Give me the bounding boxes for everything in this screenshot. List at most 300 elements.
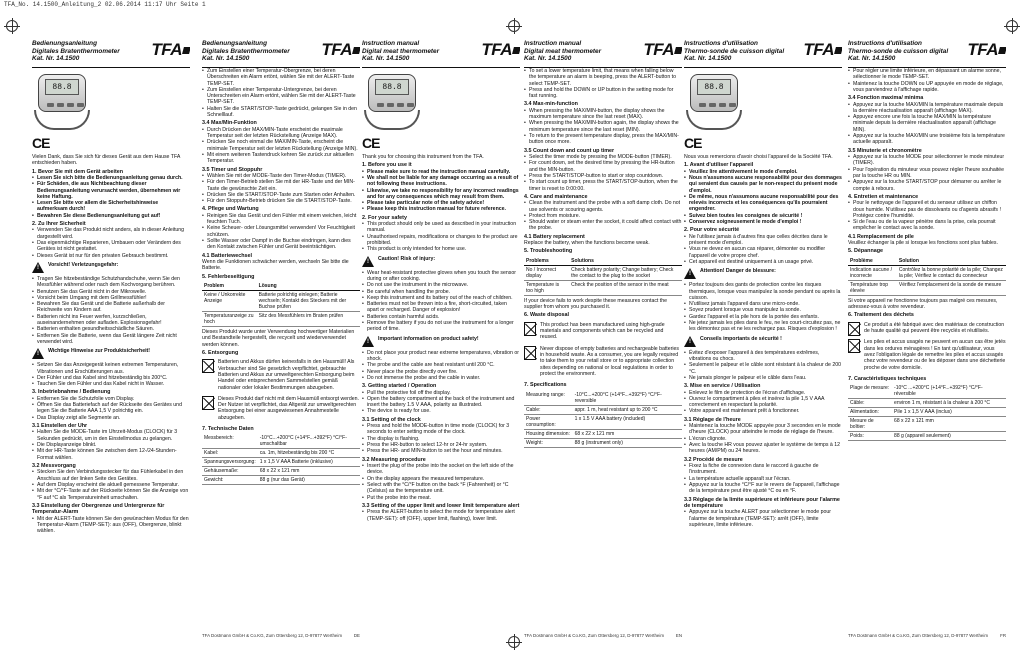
section-heading: 3.2 Procédé de mesure: [684, 456, 743, 463]
thermometer-display: 88.8: [697, 79, 731, 95]
bullet-item: • Appuyez encore une fois la touche MAX/MIN la température minimale depuis la dernière réactualisation apparaît (affichage MIN).: [848, 114, 1006, 133]
bullet-item: • Appuyez sur la touche °C/°F sur le revers de l'appareil, l'affichage de la température peut être ajusté °C ou en °F.: [684, 482, 842, 495]
warning-box: [32, 262, 190, 273]
thermometer-body: [38, 74, 86, 112]
bullet-item: • Fixez la fiche de connexion dans le raccord à gauche de l'instrument.: [684, 463, 842, 476]
bullet-item: • The display is flashing.: [362, 436, 520, 442]
table-row: [848, 280, 1006, 295]
spec-row: [202, 434, 360, 449]
table-cell: Vérifiez l'emplacement de la sonde de mesure: [897, 280, 1006, 295]
section-heading: 3.5 Count down and count up timer: [524, 147, 615, 154]
column-header: [32, 40, 190, 68]
bullet-item: • Appuyez sur la touche START/STOP pour démarrer ou arrêter le compte à rebours.: [848, 179, 1006, 192]
thermometer-button: [397, 103, 404, 107]
disposal-text: Les piles et accus usagés ne peuvent en aucun cas être jetés dans les ordures ménagères ! En tant qu'utilisateur, vous avez l'obligation légale de remettre les piles et accus usagés chez votre revendeur ou de les déposer dans une déchetterie proche de votre domicile.: [864, 339, 1006, 371]
bullet-item: • The device is ready for use.: [362, 408, 520, 414]
bullet-item: • Avec la touche HR vous pouvez ajuster le système de temps à 12 heures (AM/PM) ou 24 heures.: [684, 442, 842, 455]
bullet-item: • Ne l'utilisez jamais à d'autres fins que celles décrites dans le présent mode d'emploi.: [684, 234, 842, 247]
section-heading: 4. Care and maintenance: [524, 193, 588, 200]
bullet-item: • Vous ne devez en aucun cas réparer, démonter ou modifier l'appareil de votre propre chef.: [684, 246, 842, 259]
bullet-item: • Batteries must not be thrown into a fire, short-circuited, taken apart or recharged. Danger of explosion!: [362, 301, 520, 314]
page-marker: FR: [1000, 632, 1006, 638]
table-header-cell: Problem: [202, 282, 257, 291]
spec-cell: Câble:: [848, 399, 892, 408]
spec-cell: environ 1 m, résistant à la chaleur à 200 °C: [892, 399, 1006, 408]
table-cell: Keine / Unkorrekte Anzeige: [202, 291, 257, 312]
warning-box: [362, 336, 520, 347]
bullet-item: • Mit der °C/°F-Taste auf der Rückseite können Sie die Anzeige von °F auf °C als Temperatureinheit umschalten.: [32, 488, 190, 501]
page-marker: EN: [675, 632, 682, 638]
thermometer-button: [67, 103, 74, 107]
section-heading: 3.3 Setting of the upper limit and lower limit temperature alert: [362, 502, 520, 509]
intro-text: Vielen Dank, dass Sie sich für dieses Gerät aus dem Hause TFA entschieden haben.: [32, 154, 181, 167]
warning-icon: !: [684, 268, 696, 279]
logo-mark: [998, 47, 1006, 54]
tfa-logo: [798, 40, 842, 60]
spec-row: [848, 384, 1006, 399]
thermometer-display: 88.8: [375, 79, 409, 95]
spec-cell: Gehäusemaße:: [202, 467, 258, 476]
bullet-item: • Tragen Sie hitzebeständige Schutzhandschuhe, wenn Sie den Messfühler während oder nach dem Kochvorgang berühren.: [32, 276, 190, 289]
manual-column: [32, 40, 190, 638]
bullet-item: • Appuyez sur la touche MODE pour sélectionner le mode minuteur (TIMER).: [848, 154, 1006, 167]
spec-row: [848, 432, 1006, 441]
title-line: Bedienungsanleitung: [32, 40, 97, 47]
bullet-item: • Der Fühler und das Kabel sind hitzebeständig bis 200°C.: [32, 375, 190, 381]
bullet-item: • To set a lower temperature limit, that means when falling below the temperature an alarm is beeping, press the ALERT-button to select TEMP-SET.: [524, 68, 682, 87]
bullet-item: • Gardez l'appareil et la pile hors de la portée des enfants.: [684, 314, 842, 320]
bullet-item: • This product should only be used as described in your instruction manual.: [362, 221, 520, 234]
bullet-item: • Put the probe into the meat.: [362, 495, 520, 501]
title-line: Kat. Nr. 14.1500: [684, 55, 732, 63]
bullet-item: • Appuyez sur la touche ALERT pour sélectionner le mode pour l'alarme de température (TEMP-SET): arrêt (OFF), limite supérieure, limite inférieure.: [684, 509, 842, 528]
section-heading: 3.4 Fonction maxima/ minima: [848, 95, 924, 102]
logo-mark: [674, 47, 682, 54]
bullet-item: • Press the HR-button to select 12-hr or 24-hr system.: [362, 442, 520, 448]
bullet-item: • Nous n'assumons aucune responsabilité pour des dommages qui seraient dus causés par le non-respect du présent mode d'emploi.: [684, 175, 842, 194]
section-heading: 4.1 Battery replacement: [524, 233, 585, 240]
bullet-item: • Évitez d'exposer l'appareil à des températures extrêmes, vibrations ou chocs.: [684, 350, 842, 363]
section-heading: 2. For your safety: [362, 214, 407, 221]
table-header-cell: Solutions: [569, 257, 682, 266]
warning-box: [684, 268, 842, 279]
title-line: Instructions d'utilisation: [684, 40, 758, 47]
bullet-item: • Dieses Gerät ist nur für den privaten Gebrauch bestimmt.: [32, 253, 190, 259]
column-footer: [202, 633, 360, 638]
spec-row: [202, 467, 360, 476]
bullet-item: • Votre appareil est maintenant prêt à fonctionner.: [684, 408, 842, 414]
thermometer-image: [684, 72, 746, 132]
bullet-item: • Likewise, we take no responsibility for any incorrect readings and for any consequences which may result from them.: [362, 188, 520, 201]
bullet-item: • Die Displayanzeige blinkt.: [32, 442, 190, 448]
table-row: [524, 280, 682, 295]
section-heading: 5. Dépannage: [848, 248, 884, 255]
bullet-item: • This product is only intended for home use.: [362, 246, 520, 252]
tfa-logo: [476, 40, 520, 60]
bullet-item: • Do not immerse the probe and the cable in water.: [362, 375, 520, 381]
spec-cell: Alimentation:: [848, 408, 892, 417]
bullet-item: • La température actuelle apparaît sur l'écran.: [684, 476, 842, 482]
bullet-item: • Sollte Wasser oder Dampf in die Buchse eindringen, kann dies den Kontakt zwischen Fühler und Gerät beeinträchtigen.: [202, 238, 360, 251]
section-heading: 3.1 Einstellen der Uhr: [32, 423, 88, 430]
title-line: Kat. Nr. 14.1500: [848, 55, 896, 63]
thermometer-body: [690, 74, 738, 112]
warning-text: Attention! Danger de blessure:: [700, 268, 776, 275]
bullet-item: • Suivez bien toutes les consignes de sécurité !: [684, 213, 842, 219]
bullet-item: • Batterien nicht ins Feuer werfen, kurzschließen, auseinandernehmen oder aufladen. Explosionsgefahr!: [32, 314, 190, 327]
spec-cell: Plage de mesure:: [848, 384, 892, 399]
section-heading: 7. Specifications: [524, 382, 567, 389]
bullet-item: • Zum Einstellen einer Temperatur-Obergrenze, bei deren Überschreiten ein Alarm ertönt, wählen Sie mit der ALERT-Taste TEMP-SET.: [202, 68, 360, 87]
spec-row: [202, 449, 360, 458]
logo-mark: [352, 47, 360, 54]
bullet-item: • Portez toujours des gants de protection contre les risques thermiques, lorsque vous manipulez la sonde pendant ou après la cuisson.: [684, 282, 842, 301]
bullet-item: • Should water or steam enter the socket, it could affect contact with the probe.: [524, 219, 682, 232]
spec-cell: Pile 1 x 1,5 V AAA (inclus): [892, 408, 1006, 417]
bullet-item: • Für den Stoppuhr-Betrieb drücken Sie die START/STOP-Taste.: [202, 198, 360, 204]
bullet-item: • Select the timer mode by pressing the MODE-button (TIMER).: [524, 154, 682, 160]
troubleshooting-table: [524, 257, 682, 296]
table-cell: Température trop élevée: [848, 280, 897, 295]
section-heading: 3.2 Measuring procedure: [362, 456, 426, 463]
spec-cell: 68 x 22 x 121 mm: [573, 429, 682, 438]
title-line: Digitales Bratenthermometer: [202, 47, 290, 55]
warning-box: [362, 256, 520, 267]
product-image: [684, 72, 842, 132]
bullet-item: • Maintenez la touche DOWN ou UP appuyée en mode de réglage, vous parviendrez à l'affichage rapide.: [848, 81, 1006, 94]
bullet-item: • Cet appareil est destiné uniquement à un usage privé.: [684, 259, 842, 265]
section-heading: 3.5 Timer und Stoppuhr: [202, 166, 263, 173]
disposal-note: [524, 322, 682, 343]
probe-cable: [686, 110, 742, 130]
bullet-item: • Verwenden Sie das Produkt nicht anders, als in dieser Anleitung dargestellt wird.: [32, 227, 190, 240]
table-row: [202, 291, 360, 312]
section-heading: 1. Bevor Sie mit dem Gerät arbeiten: [32, 168, 124, 175]
bullet-item: • Remove the battery if you do not use the instrument for a longer period of time.: [362, 320, 520, 333]
bullet-item: • Unauthorised repairs, modifications or changes to the product are prohibited.: [362, 234, 520, 247]
bullet-item: • Reinigen Sie das Gerät und den Fühler mit einem weichen, leicht feuchten Tuch.: [202, 213, 360, 226]
warning-text: Important information on product safety!: [378, 335, 479, 342]
product-image: [362, 72, 520, 132]
print-header: TFA_No. 14.1500_Anleitung_2 02.06.2014 11:17 Uhr Seite 1: [4, 1, 206, 8]
bullet-item: • Press the HR- and MIN-button to set the hour and minutes.: [362, 448, 520, 454]
warning-icon: !: [32, 262, 44, 273]
thermometer-button: [47, 103, 54, 107]
disposal-note: [202, 359, 360, 392]
column-footer: [524, 633, 682, 638]
section-heading: 7. Technische Daten: [202, 426, 254, 433]
spec-cell: Cable:: [524, 405, 573, 414]
bullet-item: • Pour l'opération du minuteur vous pouvez régler l'heure souhaitée par la touche HR ou MIN.: [848, 167, 1006, 180]
bullet-item: • Entfernen Sie die Batterie, wenn das Gerät längere Zeit nicht verwendet wird.: [32, 333, 190, 346]
warning-box: [32, 348, 190, 359]
logo-text: TFA: [321, 40, 352, 59]
troubleshooting-table: [202, 282, 360, 327]
spec-cell: Poids:: [848, 432, 892, 441]
spec-cell: Housing dimension:: [524, 429, 573, 438]
bullet-item: • Bewahren Sie diese Bedienungsanleitung gut auf!: [32, 213, 190, 219]
warning-text: Vorsicht! Verletzungsgefahr:: [48, 261, 119, 268]
bullet-item: • Keep this instrument and its battery out of the reach of children.: [362, 295, 520, 301]
intro-text: Nous vous remercions d'avoir choisi l'appareil de la Société TFA.: [684, 154, 833, 160]
title-line: Digital meat thermometer: [362, 47, 440, 55]
crossed-bin-icon: [524, 322, 536, 336]
bullet-item: • Bewahren Sie das Gerät und die Batterie außerhalb der Reichweite von Kindern auf.: [32, 301, 190, 314]
bullet-item: • Tauchen Sie den Fühler und das Kabel nicht in Wasser.: [32, 381, 190, 387]
logo-mark: [512, 47, 520, 54]
table-cell: Contrôlez la bonne polarité de la pile; Changez la pile; Vérifiez le contact du connecteur: [897, 265, 1006, 280]
ce-mark: CE: [684, 135, 702, 151]
warning-box: [684, 336, 842, 347]
tfa-logo: [962, 40, 1006, 60]
section-heading: 3.5 Minuterie et chronomètre: [848, 147, 922, 154]
specifications-table: [848, 384, 1006, 441]
bullet-item: • When pressing the MAX/MIN-button, the display shows the maximum temperature since the last reset (MAX).: [524, 108, 682, 121]
crossed-bin-icon: [524, 346, 536, 360]
spec-cell: Measuring range:: [524, 391, 573, 406]
spec-cell: -10°C...+200°C (+14°F...+392°F) °C/°F-umschaltbar: [258, 434, 360, 449]
disposal-note: [848, 339, 1006, 372]
bullet-item: • Halten Sie die START/STOP-Taste gedrückt, gelangen Sie in den Schnelllauf.: [202, 106, 360, 119]
probe-cable: [364, 110, 420, 130]
bullet-item: • Drücken Sie die START/STOP-Taste zum Starten oder Anhalten.: [202, 192, 360, 198]
thermometer-button: [719, 103, 726, 107]
ce-mark: CE: [32, 135, 50, 151]
bullet-item: • Batteries contain harmful acids.: [362, 314, 520, 320]
title-line: Kat. Nr. 14.1500: [202, 55, 250, 63]
bullet-item: • Maintenez la touche MODE appuyée pour 3 secondes en le mode d'heure (CLOCK) pour atteindre le mode de réglage de l'heure.: [684, 423, 842, 436]
bullet-item: • Protect from moisture.: [524, 213, 682, 219]
disposal-note: [524, 346, 682, 379]
bullet-item: • Öffnen Sie das Batteriefach auf der Rückseite des Gerätes und legen Sie die Batterie AAA 1,5 V polrichtig ein.: [32, 402, 190, 415]
section-heading: 3.2 Messvorgang: [32, 462, 76, 469]
warning-icon: !: [362, 336, 374, 347]
title-line: Thermo-sonde de cuisson digital: [848, 47, 949, 55]
spec-row: [524, 391, 682, 406]
table-cell: Temperature is too high: [524, 280, 569, 295]
bullet-item: • N'utilisez jamais l'appareil dans une micro-onde.: [684, 301, 842, 307]
disposal-text: Dieses Produkt darf nicht mit dem Hausmüll entsorgt werden. Der Nutzer ist verpflichtet, das Altgerät zur umweltgerechten Entsorgung bei einer ausgewiesenen Annahmestelle abzugeben.: [218, 395, 359, 421]
bullet-item: • Do not place your product near extreme temperatures, vibration or shock.: [362, 350, 520, 363]
title-line: Kat. Nr. 14.1500: [524, 55, 572, 63]
bullet-item: • When pressing the MAX/MIN-button again, the display shows the minimum temperature since the last reset (MIN).: [524, 120, 682, 133]
bullet-item: • Mit einem weiteren Tastendruck kehren Sie zurück zur aktuellen Temperatur.: [202, 152, 360, 165]
ce-mark: CE: [362, 135, 380, 151]
section-heading: 3. Inbetriebnahme / Bedienung: [32, 389, 111, 396]
thermometer-display: 88.8: [45, 79, 79, 95]
spec-cell: 1 x 1,5 V AAA Batterie (inklusive): [258, 458, 360, 467]
section-heading: 3. Mise en service / Utilisation: [684, 383, 761, 390]
spec-cell: Power consumption:: [524, 414, 573, 429]
disposal-text: Never dispose of empty batteries and rechargeable batteries in household waste. As a consumer, you are legally required to take them to your retail store or to appropriate collection sites depending on national or local regulations in order to protect the environment.: [540, 345, 679, 377]
spec-cell: Messbereich:: [202, 434, 258, 449]
table-header-cell: Problème: [848, 257, 897, 266]
column-header: [848, 40, 1006, 68]
title-line: Instruction manual: [524, 40, 582, 47]
section-heading: 4.1 Batteriewechsel: [202, 252, 253, 259]
section-heading: 1. Before you use it: [362, 162, 412, 169]
bullet-item: • Do not use the instrument in the microwave.: [362, 282, 520, 288]
title-line: Digitales Bratenthermometer: [32, 47, 120, 55]
tfa-logo: [146, 40, 190, 60]
bullet-item: • Veuillez lire attentivement le mode d'emploi.: [684, 169, 842, 175]
bullet-item: • Mit der HR-Taste können Sie zwischen dem 12-/24-Stunden-Format wählen.: [32, 448, 190, 461]
section-heading: 6. Traitement des déchets: [848, 312, 914, 319]
paragraph: Wenn die Funktionen schwächer werden, wechseln Sie bitte die Batterie.: [202, 259, 349, 272]
spec-row: [848, 408, 1006, 417]
title-line: Bedienungsanleitung: [202, 40, 267, 47]
troubleshooting-table: [848, 257, 1006, 296]
bullet-item: • Please take particular note of the safety advice!: [362, 200, 520, 206]
spec-cell: Kabel:: [202, 449, 258, 458]
table-row: [848, 265, 1006, 280]
spec-row: [848, 399, 1006, 408]
intro-text: Thank you for choosing this instrument from the TFA.: [362, 154, 484, 160]
bullet-item: • Auf dem Display erscheint die aktuell gemessene Temperatur.: [32, 482, 190, 488]
section-heading: 7. Caractéristiques techniques: [848, 375, 927, 382]
section-heading: 3.4 Max-min-function: [524, 101, 578, 108]
disposal-note: [848, 322, 1006, 337]
thermometer-button: [57, 103, 64, 107]
bullet-item: • Ouvrez le compartiment à piles et insérez la pile 1,5 V AAA correctement en respectant la polarité.: [684, 396, 842, 409]
spec-row: [524, 429, 682, 438]
section-heading: 3.3 Réglage de la limite supérieure et inférieure pour l'alarme de température: [684, 496, 840, 509]
title-line: Instruction manual: [362, 40, 420, 47]
thermometer-button: [377, 103, 384, 107]
crossed-bin-icon: [202, 359, 214, 373]
bullet-item: • Insert the plug of the probe into the socket on the left side of the device.: [362, 463, 520, 476]
section-heading: 3.1 Réglage de l'heure: [684, 416, 741, 423]
bullet-item: • Seulement le palpeur et le câble sont résistant à la chaleur de 200 °C.: [684, 362, 842, 375]
bullet-item: • To start count up timer, press the START/STOP-button, when the timer is reset to 0:00:00.: [524, 179, 682, 192]
logo-text: TFA: [967, 40, 998, 59]
section-heading: 4. Entretien et maintenance: [848, 193, 919, 200]
footer-text: TFA Dostmann GmbH & Co.KG, Zum Ottersberg 12, D-97877 Wertheim: [524, 632, 664, 638]
specifications-table: [524, 391, 682, 448]
column-header: [684, 40, 842, 68]
thermometer-button: [729, 103, 736, 107]
manual-column: [362, 40, 520, 638]
spec-cell: Weight:: [524, 438, 573, 447]
table-cell: Sitz des Messfühlers im Braten prüfen: [257, 312, 360, 327]
bullet-item: • On the display appears the measured temperature.: [362, 476, 520, 482]
thermometer-button: [407, 103, 414, 107]
section-heading: 6. Entsorgung: [202, 349, 239, 356]
logo-text: TFA: [803, 40, 834, 59]
section-heading: 3.1 Setting of the clock: [362, 416, 421, 423]
bullet-item: • To return to the present temperature display, press the MAX/MIN-button once more.: [524, 133, 682, 146]
section-heading: 4.1 Remplacement de pile: [848, 233, 914, 240]
title-line: Digital meat thermometer: [524, 47, 602, 55]
spec-row: [202, 476, 360, 485]
spec-cell: -10°C...+200°C (+14°F...+392°F) °C/°F-reversible: [573, 391, 682, 406]
warning-text: Caution! Risk of injury:: [378, 255, 436, 262]
bullet-item: • Lesen Sie bitte vor allem die Sicherheitshinweise aufmerksam durch!: [32, 200, 190, 213]
section-heading: 2. Zu Ihrer Sicherheit: [32, 221, 86, 228]
product-image: [32, 72, 190, 132]
disposal-text: Ce produit a été fabriqué avec des matériaux de construction de haute qualité qui peuvent être recyclés et réutilisés.: [864, 321, 1005, 335]
table-row: [524, 265, 682, 280]
bullet-item: • Soyez prudent lorsque vous manipulez la sonde.: [684, 307, 842, 313]
bullet-item: • Drücken Sie noch einmal die MAX/MIN-Taste, erscheint die minimale Temperatur seit der letzten Rückstellung (Anzeige MIN).: [202, 139, 360, 152]
warning-text: Conseils importants de sécurité !: [700, 335, 782, 342]
manual-column: [848, 40, 1006, 638]
bullet-item: • Setzen Sie das Anzeigegerät keinen extremen Temperaturen, Vibrationen und Erschütterungen aus.: [32, 362, 190, 375]
thermometer-image: [362, 72, 424, 132]
bullet-item: • Halten Sie die MODE-Taste im Uhrzeit-Modus (CLOCK) für 3 Sekunden gedrückt, um in den Einstellmodus zu gelangen.: [32, 429, 190, 442]
spec-cell: ca. 1m, hitzebeständig bis 200 °C: [258, 449, 360, 458]
spec-cell: Spannungsversorgung:: [204, 459, 256, 466]
table-cell: Check the position of the sensor in the meat: [569, 280, 682, 295]
thermometer-image: [32, 72, 94, 132]
paragraph: Si votre appareil ne fonctionne toujours pas malgré ces mesures, adressez-vous à votre revendeur.: [848, 297, 998, 311]
section-heading: 1. Avant d'utiliser l'appareil: [684, 162, 754, 169]
bullet-item: • Appuyez sur la touche MAX/MIN la température maximale depuis la dernière réactualisation apparaît (affichage MAX).: [848, 102, 1006, 115]
table-cell: Batterie polrichtig einlegen; Batterie wechseln; Kontakt des Steckers mit der Buchse prüfen: [257, 291, 360, 312]
spec-cell: 68 x 22 x 121 mm: [258, 467, 360, 476]
disposal-text: This product has been manufactured using high-grade materials and components which can be recycled and reused.: [540, 321, 665, 341]
bullet-item: • The probe and the cable are heat resistant until 200 °C.: [362, 362, 520, 368]
manual-column: [684, 40, 842, 638]
bullet-item: • Appuyez sur la touche MAX/MIN une troisième fois la température actuelle apparaît.: [848, 133, 1006, 146]
table-cell: Indication aucune / incorrecte: [848, 265, 897, 280]
warning-icon: !: [684, 336, 696, 347]
bullet-item: • Zum Einstellen einer Temperatur-Untergrenze, bei deren Unterschreiten ein Alarm ertönt, wählen Sie mit der ALERT-Taste TEMP-SET.: [202, 87, 360, 106]
bullet-item: • Enlevez le film de protection de l'écran d'affichage.: [684, 390, 842, 396]
thermometer-button: [709, 103, 716, 107]
bullet-item: • We shall not be liable for any damage occurring as a result of not following these instructions.: [362, 175, 520, 188]
bullet-item: • Pour régler une limite inférieure, en dépassant un alarme sonne, sélectionner le mode TEMP-SET.: [848, 68, 1006, 81]
spec-cell: 68 x 22 x 121 mm: [892, 417, 1006, 432]
table-header-cell: Solution: [897, 257, 1006, 266]
bullet-item: • Clean the instrument and the probe with a soft damp cloth. Do not use solvents or scouring agents.: [524, 200, 682, 213]
bullet-item: • Benutzen Sie das Gerät nicht in der Mikrowelle.: [32, 289, 190, 295]
spec-cell: Gewicht:: [202, 476, 258, 485]
bullet-item: • Press the START/STOP-button to start or stop countdown.: [524, 173, 682, 179]
column-header: [202, 40, 360, 68]
bullet-item: • Für den Timer-Betrieb stellen Sie mit der HR-Taste und der MIN-Taste die gewünschte Zeit ein.: [202, 179, 360, 192]
manual-column: [202, 40, 360, 638]
bullet-item: • Select with the °C/°F button on the back °F (Fahrenheit) or °C (Celsius) as the temperature unit.: [362, 482, 520, 495]
section-heading: 6. Waste disposal: [524, 312, 570, 319]
table-header-cell: Problems: [524, 257, 569, 266]
crossed-bin-icon: [848, 339, 860, 353]
spec-cell: appr. 1 m, heat resistant up to 200 °C: [573, 405, 682, 414]
bullet-item: • Please make sure to read the instruction manual carefully.: [362, 169, 520, 175]
bullet-item: • Für Schäden, die aus Nichtbeachtung dieser Bedienungsanleitung verursacht werden, übernehmen wir keine Haftung.: [32, 181, 190, 200]
spec-cell: 1 x 1.5 V AAA battery (included): [573, 414, 682, 429]
spec-cell: 88 g (appareil seulement): [892, 432, 1006, 441]
table-cell: Temperaturanzeige zu hoch: [202, 312, 257, 327]
crossed-bin-icon: [202, 396, 214, 410]
paragraph: Dieses Produkt wurde unter Verwendung hochwertiger Materialien und Bestandteile hergestellt, die recycelt und wiederverwendet werden können.: [202, 329, 355, 348]
table-cell: Check battery polarity; Change battery; Check the contact to the plug to the socket: [569, 265, 682, 280]
bullet-item: • Conservez soigneusement le mode d'emploi !: [684, 219, 842, 225]
bullet-item: • Never place the probe directly over fire.: [362, 369, 520, 375]
table-header-cell: Lösung: [257, 282, 360, 291]
page-marker: DE: [353, 632, 360, 638]
column-header: [362, 40, 520, 68]
section-heading: 4. Pflege und Wartung: [202, 206, 259, 213]
registration-mark: [508, 20, 520, 32]
bullet-item: • Stecken Sie den Verbindungsstecker für das Fühlerkabel in den Anschluss auf der linken Seite des Gerätes.: [32, 469, 190, 482]
bullet-item: • L'écran clignote.: [684, 436, 842, 442]
bullet-item: • Entfernen Sie die Schutzfolie vom Display.: [32, 396, 190, 402]
thermometer-button: [77, 103, 84, 107]
column-header: [524, 40, 682, 68]
logo-text: TFA: [481, 40, 512, 59]
bullet-item: • Lesen Sie sich bitte die Bedienungsanleitung genau durch.: [32, 175, 190, 181]
